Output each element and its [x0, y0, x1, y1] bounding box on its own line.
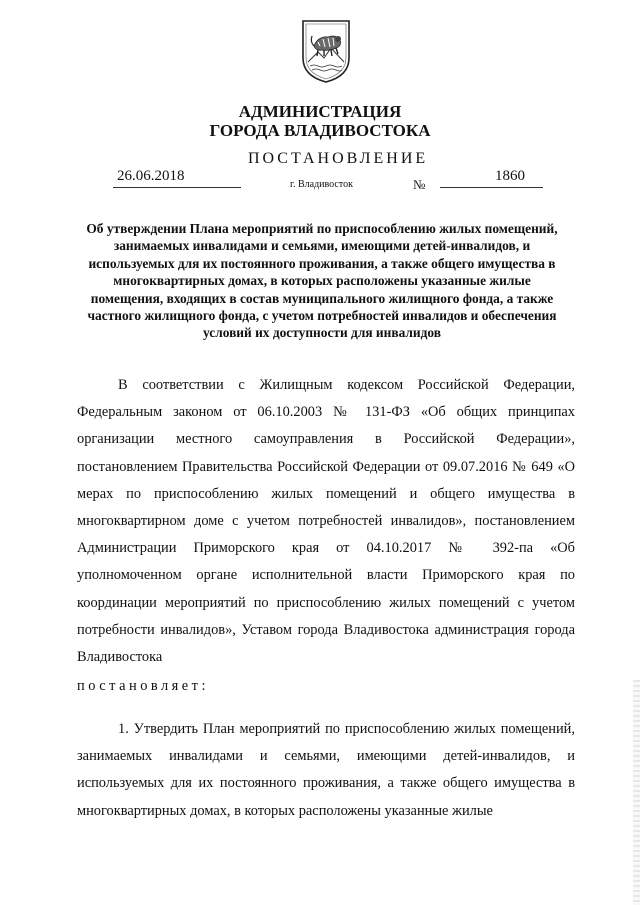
document-number: 1860	[495, 168, 525, 184]
date-underline	[113, 187, 241, 188]
document-city: г. Владивосток	[290, 179, 353, 190]
document-title: Об утверждении Плана мероприятий по приспособлению жилых помещений, занимаемых инвалидами и семьями, имеющими детей-инвалидов, и используемых для их постоянного проживания, а также общего имущества в многоквартирных домах, в которых расположены указанные жилые помещения, входящих в состав муниципального жилищного фонда, а также частного жилищного фонда, с учетом потребностей инвалидов и обеспечения условий их доступности для инвалидов	[86, 221, 558, 341]
item-1-paragraph: 1. Утвердить План мероприятий по приспособлению жилых помещений, занимаемых инвалидами и семьями, имеющими детей-инвалидов, и используемых для их постоянного проживания, а также общего имущества в многоквартирных домах, в которых расположены указанные жилые	[77, 721, 575, 819]
number-underline	[440, 187, 543, 188]
number-sign: №	[413, 177, 426, 192]
org-name-line1: АДМИНИСТРАЦИЯ	[238, 102, 402, 121]
document-type: ПОСТАНОВЛЕНИЕ	[248, 150, 429, 167]
document-date: 26.06.2018	[117, 168, 185, 184]
scan-edge-shadow	[633, 680, 640, 905]
org-name-line2: ГОРОДА ВЛАДИВОСТОКА	[209, 121, 431, 140]
resolves-word: постановляет:	[77, 678, 209, 694]
coat-of-arms-icon	[300, 18, 352, 84]
preamble-paragraph: В соответствии с Жилищным кодексом Российской Федерации, Федеральным законом от 06.10.2003 № 131-ФЗ «Об общих принципах организации местного самоуправления в Российской Федерации», постановлением Правительства Российской Федерации от 09.07.2016 № 649 «О мерах по приспособлению жилых помещений и общего имущества в многоквартирном доме с учетом потребностей инвалидов», постановлением Администрации Приморского края от 04.10.2017 № 392-па «Об уполномоченном органе исполнительной власти Приморского края по координации мероприятий по приспособлению жилых помещений с учетом потребности инвалидов», Уставом города Владивостока администрация города Владивостока	[77, 377, 575, 666]
